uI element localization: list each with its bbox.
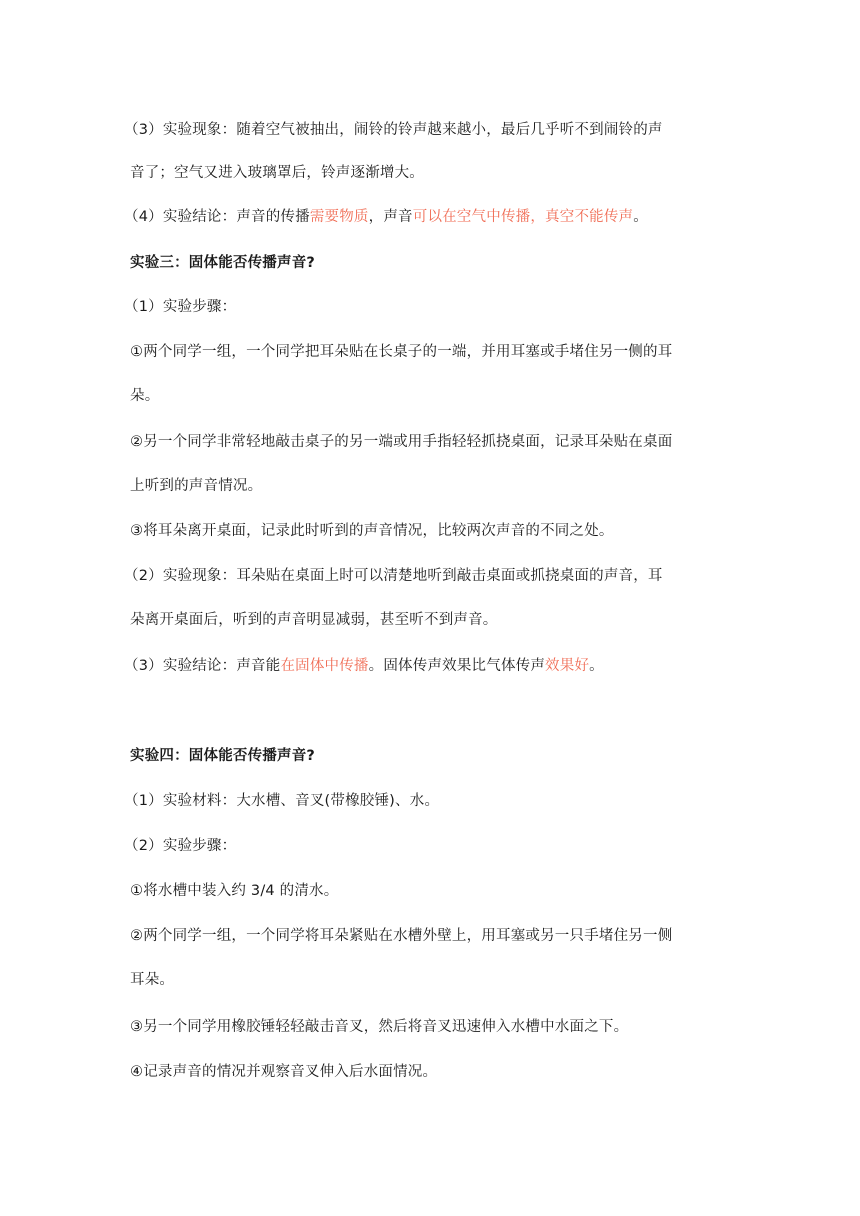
exp3-conclusion-highlight-1: 在固体中传播 <box>280 658 369 674</box>
exp3-step2-line2: 上听到的声音情况。 <box>130 478 263 494</box>
exp4-step1: ①将水槽中装入约 3/4 的清水。 <box>130 883 339 899</box>
exp3-phenomenon-line2: 朵离开桌面后，听到的声音明显减弱，甚至听不到声音。 <box>130 612 498 628</box>
exp4-step2-line1: ②两个同学一组，一个同学将耳朵紧贴在水槽外壁上，用耳塞或另一只手堵住另一侧 <box>130 928 673 944</box>
exp3-heading: 实验三：固体能否传播声音? <box>130 255 316 271</box>
exp4-materials: （1）实验材料：大水槽、音叉(带橡胶锤)、水。 <box>124 793 440 809</box>
exp3-step2-line1: ②另一个同学非常轻地敲击桌子的另一端或用手指轻轻抓挠桌面，记录耳朵贴在桌面 <box>130 434 673 450</box>
exp4-heading: 实验四：固体能否传播声音? <box>130 748 316 764</box>
exp3-step1-line2: 朵。 <box>130 388 160 404</box>
exp4-step2-line2: 耳朵。 <box>130 972 175 988</box>
exp3-conclusion-suffix: 。 <box>589 658 604 674</box>
exp3-conclusion-prefix: （3）实验结论：声音能 <box>124 658 281 674</box>
exp2-phenomenon-line2: 音了；空气又进入玻璃罩后，铃声逐渐增大。 <box>130 165 424 181</box>
exp2-phenomenon-line1: （3）实验现象：随着空气被抽出，闹铃的铃声越来越小，最后几乎听不到闹铃的声 <box>124 122 663 138</box>
exp2-conclusion-suffix: 。 <box>633 209 648 225</box>
exp3-steps-label: （1）实验步骤： <box>124 299 237 315</box>
exp3-step1-line1: ①两个同学一组，一个同学把耳朵贴在长桌子的一端，并用耳塞或手堵住另一侧的耳 <box>130 344 673 360</box>
exp2-conclusion <box>124 207 734 227</box>
exp3-conclusion-highlight-2: 效果好 <box>545 658 590 674</box>
exp4-steps-label: （2）实验步骤： <box>124 838 237 854</box>
exp2-conclusion-highlight-1: 需要物质 <box>309 209 369 225</box>
exp4-step4: ④记录声音的情况并观察音叉伸入后水面情况。 <box>130 1064 438 1080</box>
exp3-conclusion <box>124 656 734 676</box>
exp2-conclusion-prefix: （4）实验结论：声音的传播 <box>124 209 310 225</box>
exp3-conclusion-middle: 。固体传声效果比气体传声 <box>368 658 546 674</box>
exp3-phenomenon-line1: （2）实验现象：耳朵贴在桌面上时可以清楚地听到敲击桌面或抓挠桌面的声音，耳 <box>124 568 663 584</box>
exp3-step3: ③将耳朵离开桌面，记录此时听到的声音情况，比较两次声音的不同之处。 <box>130 523 614 539</box>
exp2-conclusion-middle: ，声音 <box>368 209 413 225</box>
exp2-conclusion-highlight-2: 可以在空气中传播，真空不能传声 <box>412 209 634 225</box>
exp4-step3: ③另一个同学用橡胶锤轻轻敲击音叉，然后将音叉迅速伸入水槽中水面之下。 <box>130 1019 629 1035</box>
